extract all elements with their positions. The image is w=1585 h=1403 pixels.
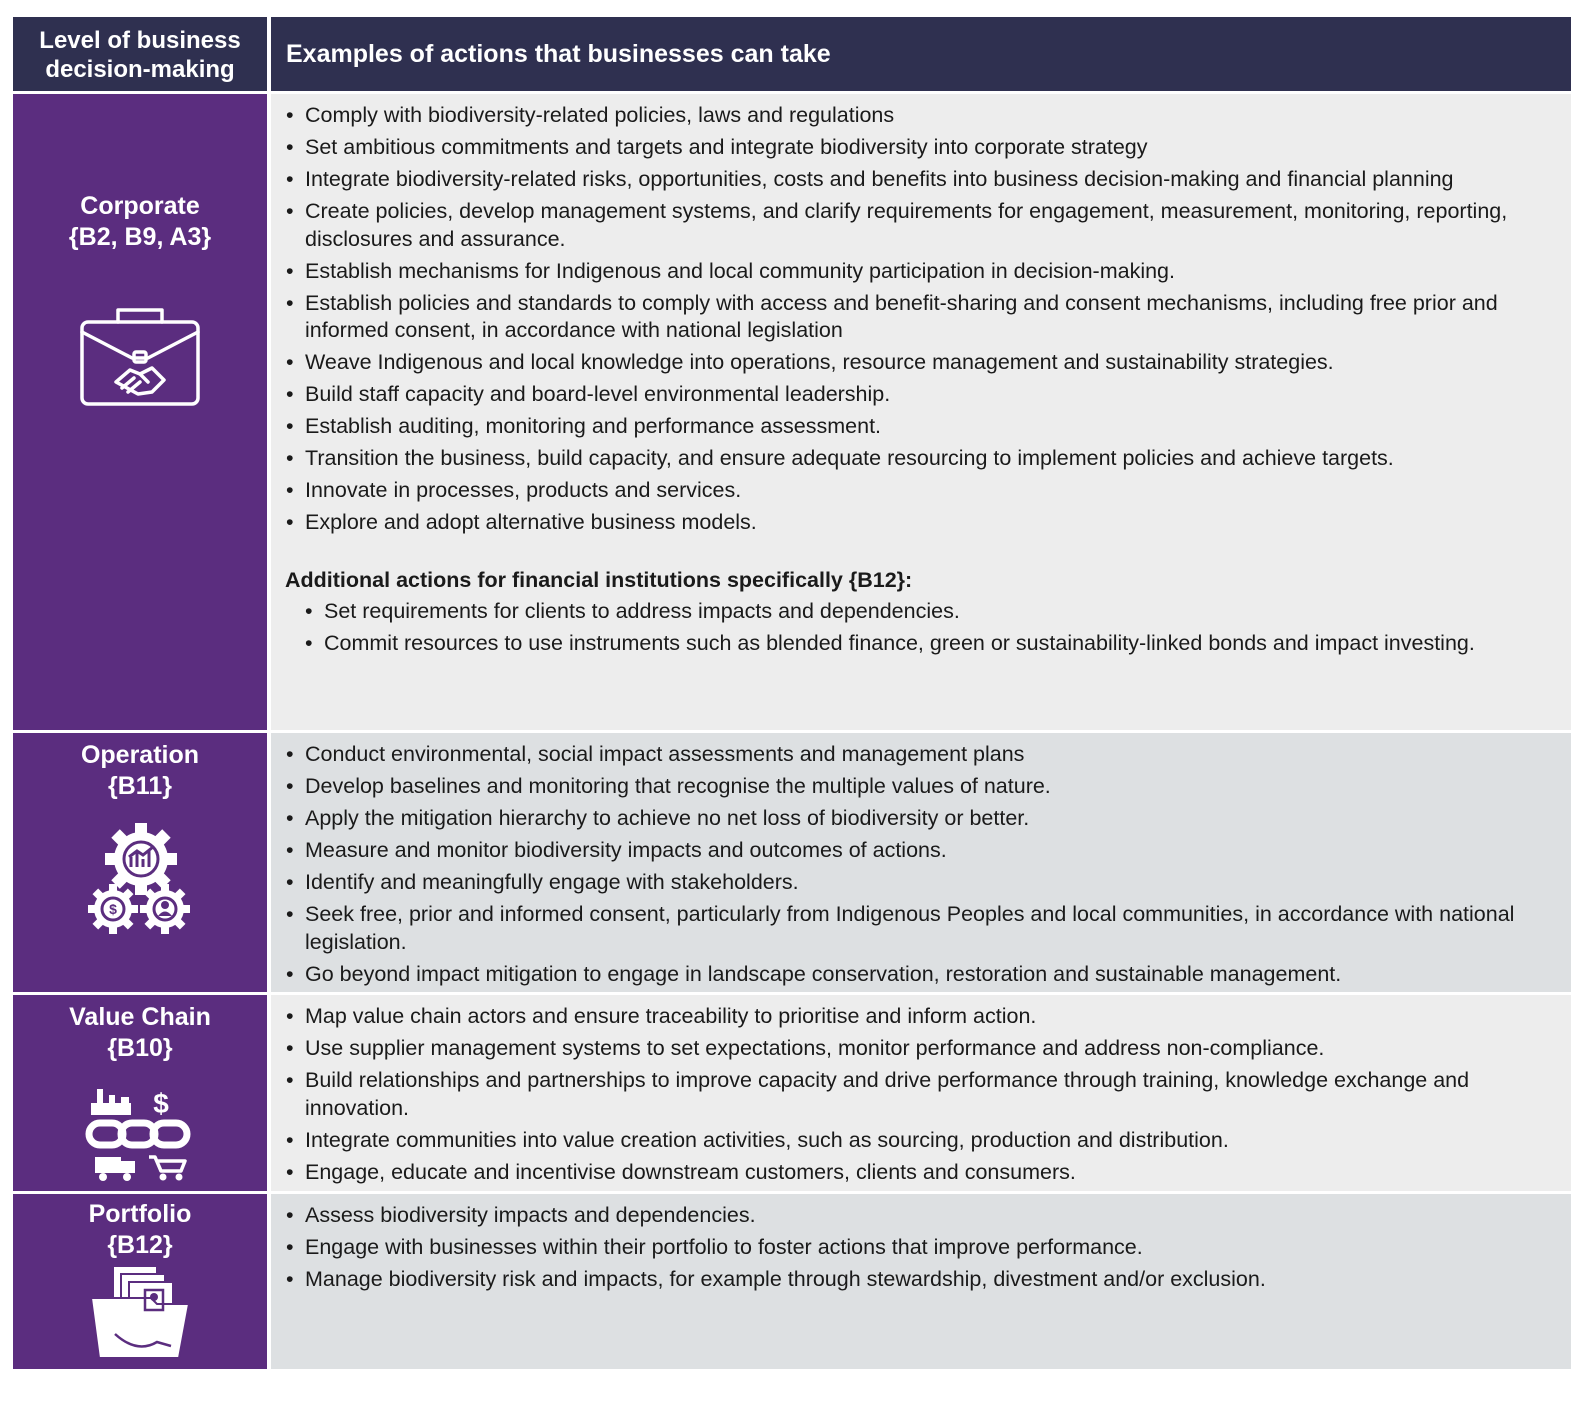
level-code: {B2, B9, A3} <box>68 223 212 251</box>
list-item: • Conduct environmental, social impact assessments and management plans <box>285 741 1561 769</box>
level-cell-value-chain <box>13 995 267 1191</box>
list-item: • Establish mechanisms for Indigenous and local community participation in decision-making. <box>285 258 1561 286</box>
level-title: Corporate <box>80 192 200 220</box>
list-item: • Engage with businesses within their portfolio to foster actions that improve performance. <box>285 1234 1561 1262</box>
actions-cell-portfolio <box>271 1194 1571 1369</box>
list-item: • Establish auditing, monitoring and performance assessment. <box>285 413 1561 441</box>
actions-cell-corporate <box>271 94 1571 730</box>
list-item: • Build relationships and partnerships to improve capacity and drive performance through training, knowledge exchange and innovation. <box>285 1067 1561 1122</box>
svg-text:$: $ <box>109 901 117 917</box>
header-level-line2: decision-making <box>45 56 235 83</box>
value-chain-actions-list <box>285 1003 1561 1186</box>
financial-actions-list <box>285 598 1561 658</box>
business-actions-table <box>13 17 1571 1369</box>
list-item: • Integrate communities into value creation activities, such as sourcing, production and distribution. <box>285 1127 1561 1155</box>
corporate-actions-list <box>285 102 1561 537</box>
list-item: • Weave Indigenous and local knowledge into operations, resource management and sustainability strategies. <box>285 349 1561 377</box>
value-chain-icon <box>85 1085 195 1183</box>
list-item: • Assess biodiversity impacts and dependencies. <box>285 1202 1561 1230</box>
briefcase-handshake-icon <box>78 304 202 408</box>
level-code: {B10} <box>107 1034 173 1062</box>
list-item: • Identify and meaningfully engage with stakeholders. <box>285 869 1561 897</box>
level-code: {B11} <box>108 772 172 800</box>
operation-actions-list <box>285 741 1561 988</box>
list-item: • Measure and monitor biodiversity impacts and outcomes of actions. <box>285 837 1561 865</box>
list-item: • Innovate in processes, products and services. <box>285 477 1561 505</box>
list-item: • Explore and adopt alternative business models. <box>285 509 1561 537</box>
table-header <box>13 17 1571 91</box>
portfolio-folder-icon <box>85 1262 195 1362</box>
list-item: • Commit resources to use instruments such as blended finance, green or sustainability-linked bonds and impact investing. <box>304 630 1561 658</box>
table-row-corporate <box>13 94 1571 730</box>
financial-institutions-subheading: Additional actions for financial institutions specifically {B12}: <box>285 567 913 592</box>
list-item: • Develop baselines and monitoring that recognise the multiple values of nature. <box>285 773 1561 801</box>
table-row-operation <box>13 733 1571 992</box>
gears-icon <box>85 823 195 939</box>
list-item: • Comply with biodiversity-related policies, laws and regulations <box>285 102 1561 130</box>
level-title: Portfolio <box>88 1200 192 1228</box>
portfolio-actions-list <box>285 1202 1561 1294</box>
svg-text:$: $ <box>153 1088 169 1119</box>
list-item: • Apply the mitigation hierarchy to achieve no net loss of biodiversity or better. <box>285 805 1561 833</box>
level-title: Value Chain <box>69 1003 211 1031</box>
list-item: • Set requirements for clients to address impacts and dependencies. <box>304 598 1561 626</box>
list-item: • Manage biodiversity risk and impacts, for example through stewardship, divestment and/or exclusion. <box>285 1266 1561 1294</box>
list-item: • Set ambitious commitments and targets and integrate biodiversity into corporate strategy <box>285 134 1561 162</box>
list-item: • Establish policies and standards to comply with access and benefit-sharing and consent mechanisms, including free prior and informed consent, in accordance with national legislation <box>285 290 1561 345</box>
table-row-portfolio <box>13 1194 1571 1369</box>
header-level-line1: Level of business <box>39 27 241 54</box>
list-item: • Transition the business, build capacity, and ensure adequate resourcing to implement policies and achieve targets. <box>285 445 1561 473</box>
level-title: Operation <box>80 741 200 769</box>
list-item: • Go beyond impact mitigation to engage in landscape conservation, restoration and sustainable management. <box>285 961 1561 989</box>
list-item: • Create policies, develop management systems, and clarify requirements for engagement, measurement, monitoring, reporting, disclosures and assurance. <box>285 198 1561 253</box>
list-item: • Build staff capacity and board-level environmental leadership. <box>285 381 1561 409</box>
header-actions-cell: Examples of actions that businesses can take <box>271 17 1571 91</box>
header-level-cell <box>13 17 267 91</box>
actions-cell-operation <box>271 733 1571 992</box>
level-cell-operation <box>13 733 267 992</box>
list-item: • Use supplier management systems to set expectations, monitor performance and address non-compliance. <box>285 1035 1561 1063</box>
list-item: • Engage, educate and incentivise downstream customers, clients and consumers. <box>285 1159 1561 1187</box>
level-code: {B12} <box>107 1231 173 1259</box>
level-cell-corporate <box>13 94 267 730</box>
list-item: • Integrate biodiversity-related risks, opportunities, costs and benefits into business decision-making and financial planning <box>285 166 1561 194</box>
list-item: • Map value chain actors and ensure traceability to prioritise and inform action. <box>285 1003 1561 1031</box>
list-item: • Seek free, prior and informed consent, particularly from Indigenous Peoples and local communities, in accordance with national legislation. <box>285 901 1561 956</box>
table-row-value-chain <box>13 995 1571 1191</box>
actions-cell-value-chain <box>271 995 1571 1191</box>
level-cell-portfolio <box>13 1194 267 1369</box>
